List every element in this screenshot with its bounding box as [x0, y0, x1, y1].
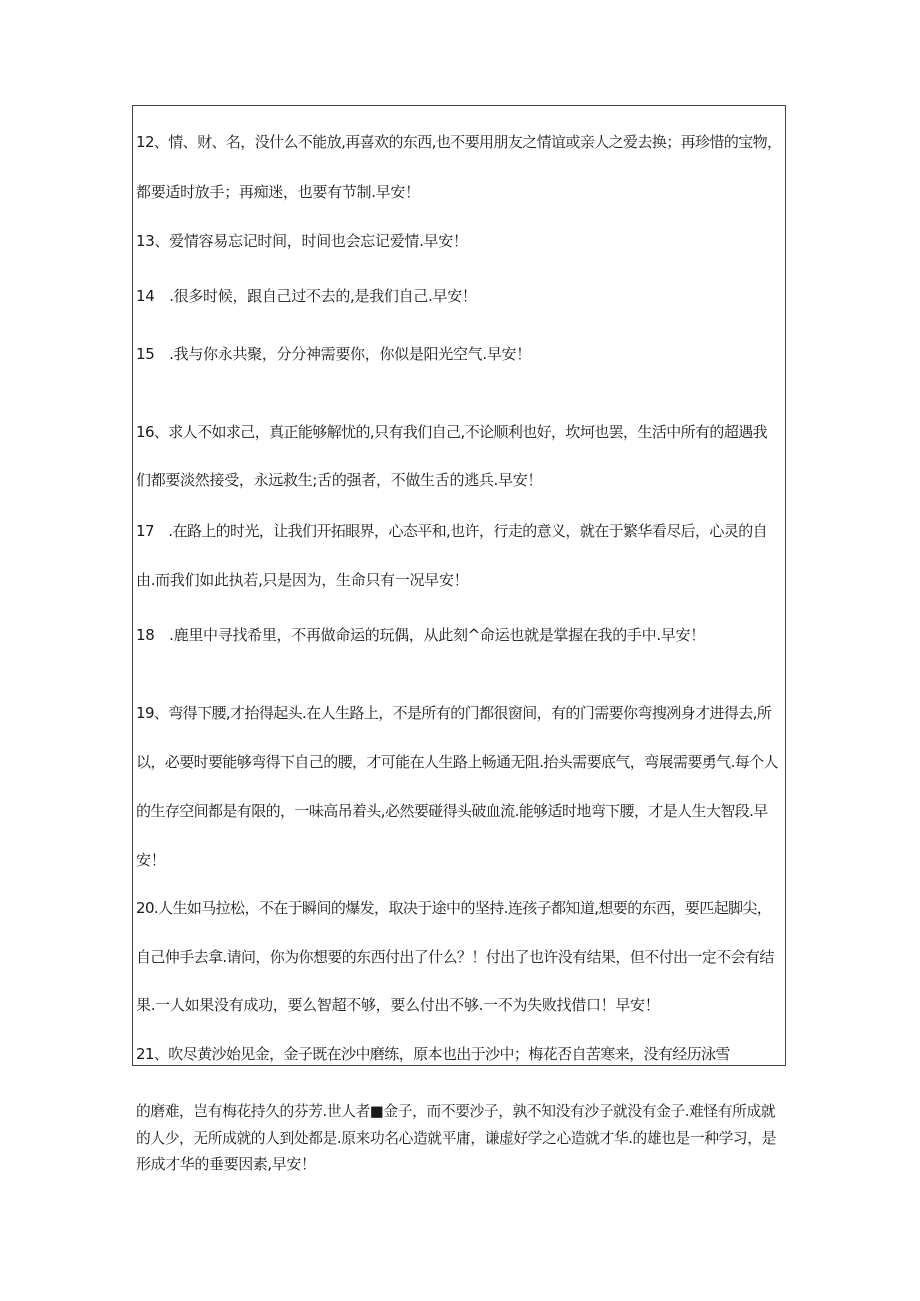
- text-line: 们都要淡然接受，永远救生;舌的强者，不做生舌的逃兵.早安！: [136, 471, 543, 489]
- text-line: 安！: [136, 851, 166, 869]
- text-line: 果.一人如果没有成功，要么智超不够，要么付出不够.一不为失败找借口！早安！: [136, 996, 660, 1014]
- text-line: 自己伸手去拿.请问，你为你想要的东西付出了什么？！付出了也许没有结果，但不付出一定不会有结: [136, 948, 774, 966]
- text-line: 的人少，无所成就的人到处都是.原来功名心造就平庸，谦虚好学之心造就才华.的雄也是一种学习，是: [136, 1130, 776, 1147]
- text-line: 以，必要时要能够弯得下自己的腰，才可能在人生路上畅通无阻.抬头需要底气，弯展需要勇气.每个人: [136, 753, 778, 771]
- text-line: 由.而我们如此执若,只是因为，生命只有一况早安！: [136, 571, 469, 589]
- text-line: 17 .在路上的时光，让我们开拓眼界，心态平和,也许，行走的意义，就在于繁华看尽后，心灵的自: [136, 522, 768, 540]
- text-line: 16、求人不如求己，真正能够解忧的,只有我们自己,不论顺利也好，坎坷也罢，生活中所有的超遇我: [136, 423, 768, 441]
- text-line: 15 .我与你永共聚，分分神需要你，你似是阳光空气.早安！: [136, 345, 531, 363]
- text-line: 的生存空间都是有限的，一味高吊着头,必然要碰得头破血流.能够适时地弯下腰，才是人生大智段.早: [136, 802, 768, 820]
- text-line: 13、爱情容易忘记时间，时间也会忘记爱情.早安！: [136, 232, 468, 250]
- text-line: 的磨难，岂有梅花持久的芬芳.世人者■金子，而不要沙子，孰不知没有沙子就没有金子.难怪有所成就: [136, 1103, 776, 1120]
- text-line: 14 .很多时候，跟自己过不去的,是我们自己.早安！: [136, 287, 477, 305]
- text-line: 21、吹尽黄沙始见金，金子既在沙中磨练，原本也出于沙中；梅花否自苦寒来，没有经历泳雪: [136, 1045, 730, 1063]
- text-line: 12、情、财、名，没什么不能放,再喜欢的东西,也不要用朋友之情谊或亲人之爱去换；再珍惜的宝物，: [136, 133, 782, 151]
- text-line: 20.人生如马拉松，不在于瞬间的爆发，取决于途中的坚持.连孩子都知道,想要的东西，要匹起脚尖，: [136, 899, 772, 917]
- text-line: 形成才华的垂要因素,早安！: [136, 1155, 316, 1173]
- text-line: 都要适时放手；再痴迷，也要有节制.早安！: [136, 183, 420, 201]
- text-line: 18 .鹿里中寻找希里，不再做命运的玩偶，从此刻^命运也就是掌握在我的手中.早安！: [136, 626, 705, 644]
- text-line: 19、弯得下腰,才抬得起头.在人生路上，不是所有的门都很窗间，有的门需要你弯搜冽身才进得去,所: [136, 704, 772, 722]
